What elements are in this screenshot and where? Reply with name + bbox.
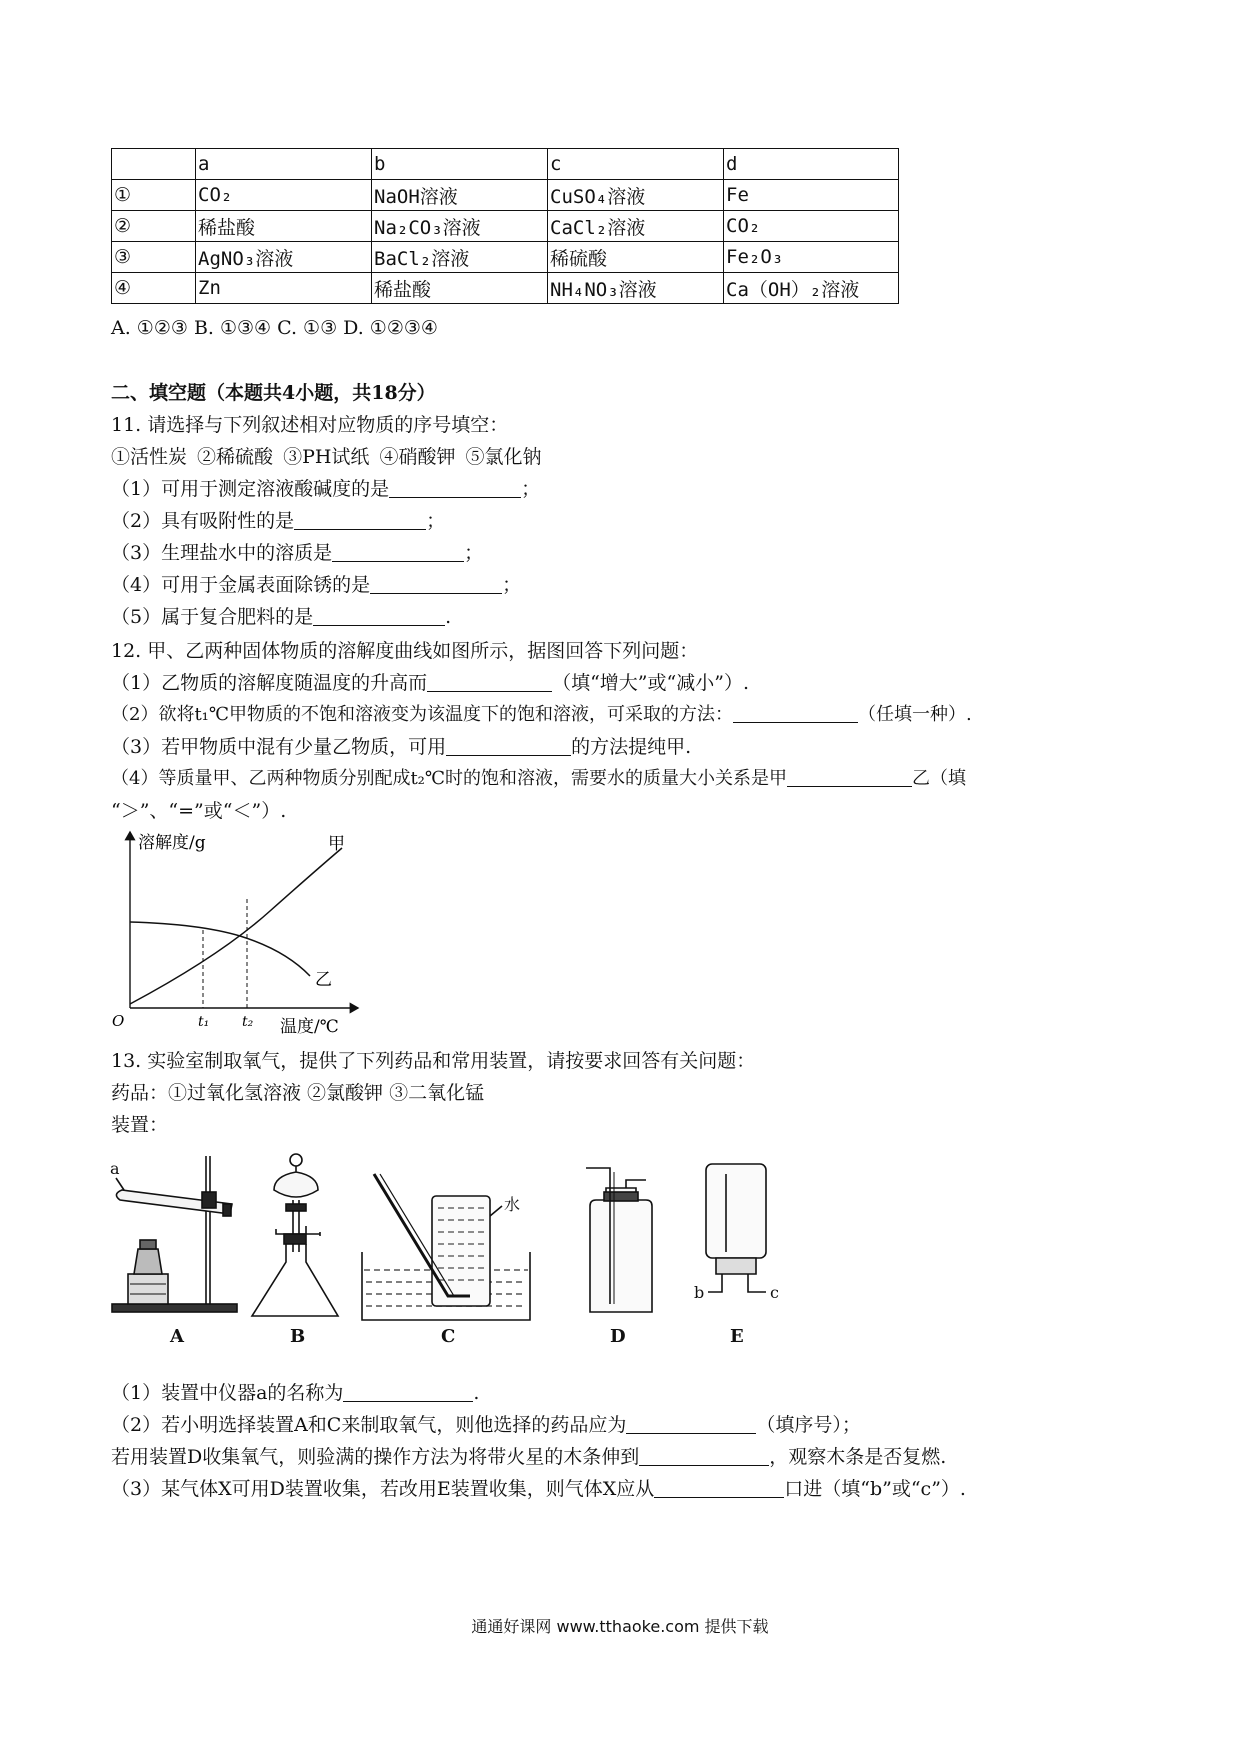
table-cell: Ca（OH）₂溶液 xyxy=(724,273,899,304)
label-e: E xyxy=(730,1326,744,1347)
table-cell: Na₂CO₃溶液 xyxy=(372,211,548,242)
curve-jia xyxy=(130,848,342,1004)
q12-text: （1）乙物质的溶解度随温度的升高而 xyxy=(111,672,428,694)
origin-label: O xyxy=(112,1012,125,1030)
q11-item xyxy=(111,570,521,600)
table-cell: ③ xyxy=(112,242,196,273)
table-cell: c xyxy=(548,149,724,180)
option-table xyxy=(111,148,899,304)
answer-blank[interactable] xyxy=(343,1381,473,1402)
table-cell: ② xyxy=(112,211,196,242)
table-cell: Fe₂O₃ xyxy=(724,242,899,273)
curve-yi-label: 乙 xyxy=(315,970,332,990)
q11-item xyxy=(111,506,445,536)
q11-item-text: （1）可用于测定溶液酸碱度的是 xyxy=(111,478,390,500)
section-heading: 二、填空题（本题共4小题，共18分） xyxy=(111,382,436,404)
q12-stem: 12. 甲、乙两种固体物质的溶解度曲线如图所示，据图回答下列问题： xyxy=(111,640,699,662)
water-label: 水 xyxy=(504,1195,521,1214)
q12-item-2 xyxy=(111,700,972,730)
table-cell: ① xyxy=(112,180,196,211)
page-footer: 通通好课网 www.tthaoke.com 提供下载 xyxy=(471,1617,769,1636)
q13-text: 若用装置D收集氧气，则验满的操作方法为将带火星的木条伸到 xyxy=(111,1446,640,1468)
q12-item-4 xyxy=(111,764,966,794)
table-cell: NaOH溶液 xyxy=(372,180,548,211)
t1-label: t₁ xyxy=(198,1014,210,1030)
table-cell: NH₄NO₃溶液 xyxy=(548,273,724,304)
table-row xyxy=(112,242,899,273)
q13-drugs: 药品：①过氧化氢溶液 ②氯酸钾 ③二氧化锰 xyxy=(111,1082,485,1104)
q13-text: ，观察木条是否复燃. xyxy=(769,1446,947,1468)
tube-c-label: c xyxy=(770,1283,779,1302)
q12-text: （4）等质量甲、乙两种物质分别配成t₂℃时的饱和溶液，需要水的质量大小关系是甲 xyxy=(111,768,788,789)
table-cell: CaCl₂溶液 xyxy=(548,211,724,242)
answer-blank[interactable] xyxy=(787,766,912,787)
table-cell: Fe xyxy=(724,180,899,211)
t2-label: t₂ xyxy=(242,1014,254,1030)
q11-item-text: （2）具有吸附性的是 xyxy=(111,510,295,532)
q12-item-4-cont: “＞”、“=”或“＜”）. xyxy=(111,800,287,822)
answer-blank[interactable] xyxy=(654,1477,784,1498)
table-cell: CuSO₄溶液 xyxy=(548,180,724,211)
q11-item-end: ； xyxy=(521,478,541,500)
apparatus-d xyxy=(586,1168,652,1312)
x-axis-label: 温度/℃ xyxy=(280,1017,339,1036)
answer-blank[interactable] xyxy=(294,509,426,530)
label-a: A xyxy=(170,1326,184,1347)
table-cell: a xyxy=(196,149,372,180)
q11-item-end: ； xyxy=(502,574,522,596)
answer-blank[interactable] xyxy=(389,477,521,498)
answer-blank[interactable] xyxy=(733,702,858,723)
q13-item-1 xyxy=(111,1378,479,1408)
answer-choices: A. ①②③ B. ①③④ C. ①③ D. ①②③④ xyxy=(111,317,438,339)
q11-item-text: （5）属于复合肥料的是 xyxy=(111,606,314,628)
table-cell: BaCl₂溶液 xyxy=(372,242,548,273)
answer-blank[interactable] xyxy=(427,671,552,692)
q13-text: （1）装置中仪器a的名称为 xyxy=(111,1382,344,1404)
q11-item xyxy=(111,602,451,632)
q11-item-text: （4）可用于金属表面除锈的是 xyxy=(111,574,371,596)
q13-item-2 xyxy=(111,1410,861,1440)
table-cell: 稀盐酸 xyxy=(372,273,548,304)
apparatus-e xyxy=(706,1164,766,1292)
q11-item-end: . xyxy=(445,606,452,628)
q12-text: 的方法提纯甲. xyxy=(571,736,692,758)
answer-blank[interactable] xyxy=(313,605,445,626)
q11-options: ①活性炭 ②稀硫酸 ③PH试纸 ④硝酸钾 ⑤氯化钠 xyxy=(111,446,542,468)
table-row xyxy=(112,211,899,242)
q13-item-2-cont xyxy=(111,1442,946,1472)
table-cell: 稀硫酸 xyxy=(548,242,724,273)
q13-item-3 xyxy=(111,1474,966,1504)
q13-stem: 13. 实验室制取氧气，提供了下列药品和常用装置，请按要求回答有关问题： xyxy=(111,1050,756,1072)
q11-item-text: （3）生理盐水中的溶质是 xyxy=(111,542,333,564)
y-axis-label: 溶解度/g xyxy=(138,833,206,853)
q11-item-end: ； xyxy=(464,542,484,564)
q13-text: （3）某气体X可用D装置收集，若改用E装置收集，则气体X应从 xyxy=(111,1478,655,1500)
q12-item-3 xyxy=(111,732,691,762)
q12-text: （2）欲将t₁℃甲物质的不饱和溶液变为该温度下的饱和溶液，可采取的方法： xyxy=(111,704,734,725)
table-cell: ④ xyxy=(112,273,196,304)
answer-blank[interactable] xyxy=(639,1445,769,1466)
q12-text: （填“增大”或“减小”）. xyxy=(552,672,749,694)
q12-text: 乙（填 xyxy=(912,768,967,789)
table-cell: CO₂ xyxy=(196,180,372,211)
answer-blank[interactable] xyxy=(626,1413,756,1434)
apparatus-b xyxy=(252,1154,338,1316)
table-cell: Zn xyxy=(196,273,372,304)
label-d: D xyxy=(610,1326,626,1347)
q11-item-end: ； xyxy=(426,510,446,532)
table-cell: d xyxy=(724,149,899,180)
tube-b-label: b xyxy=(694,1283,705,1302)
q13-apparatus-label: 装置： xyxy=(111,1114,169,1136)
solubility-graph xyxy=(110,826,370,1036)
q13-text: . xyxy=(473,1382,480,1404)
q11-stem: 11. 请选择与下列叙述相对应物质的序号填空： xyxy=(111,414,509,436)
q12-text: （3）若甲物质中混有少量乙物质，可用 xyxy=(111,736,447,758)
q12-item-1 xyxy=(111,668,749,698)
q11-item xyxy=(111,474,540,504)
answer-blank[interactable] xyxy=(446,735,571,756)
answer-blank[interactable] xyxy=(332,541,464,562)
apparatus-figure xyxy=(110,1144,870,1354)
table-header-row xyxy=(112,149,899,180)
table-cell: b xyxy=(372,149,548,180)
curve-jia-label: 甲 xyxy=(328,834,345,854)
label-c: C xyxy=(441,1326,456,1347)
q13-text: （填序号）； xyxy=(756,1414,861,1436)
table-cell: AgNO₃溶液 xyxy=(196,242,372,273)
curve-yi xyxy=(130,922,310,976)
table-row xyxy=(112,273,899,304)
label-b: B xyxy=(290,1326,306,1347)
answer-blank[interactable] xyxy=(370,573,502,594)
q12-text: （任填一种）. xyxy=(858,704,972,725)
table-cell: CO₂ xyxy=(724,211,899,242)
table-cell: 稀盐酸 xyxy=(196,211,372,242)
apparatus-a xyxy=(112,1156,237,1312)
instrument-a-label: a xyxy=(110,1159,120,1178)
table-row xyxy=(112,180,899,211)
table-cell xyxy=(112,149,196,180)
q13-text: 口进（填“b”或“c”）. xyxy=(784,1478,966,1500)
q11-item xyxy=(111,538,483,568)
q13-text: （2）若小明选择装置A和C来制取氧气，则他选择的药品应为 xyxy=(111,1414,627,1436)
